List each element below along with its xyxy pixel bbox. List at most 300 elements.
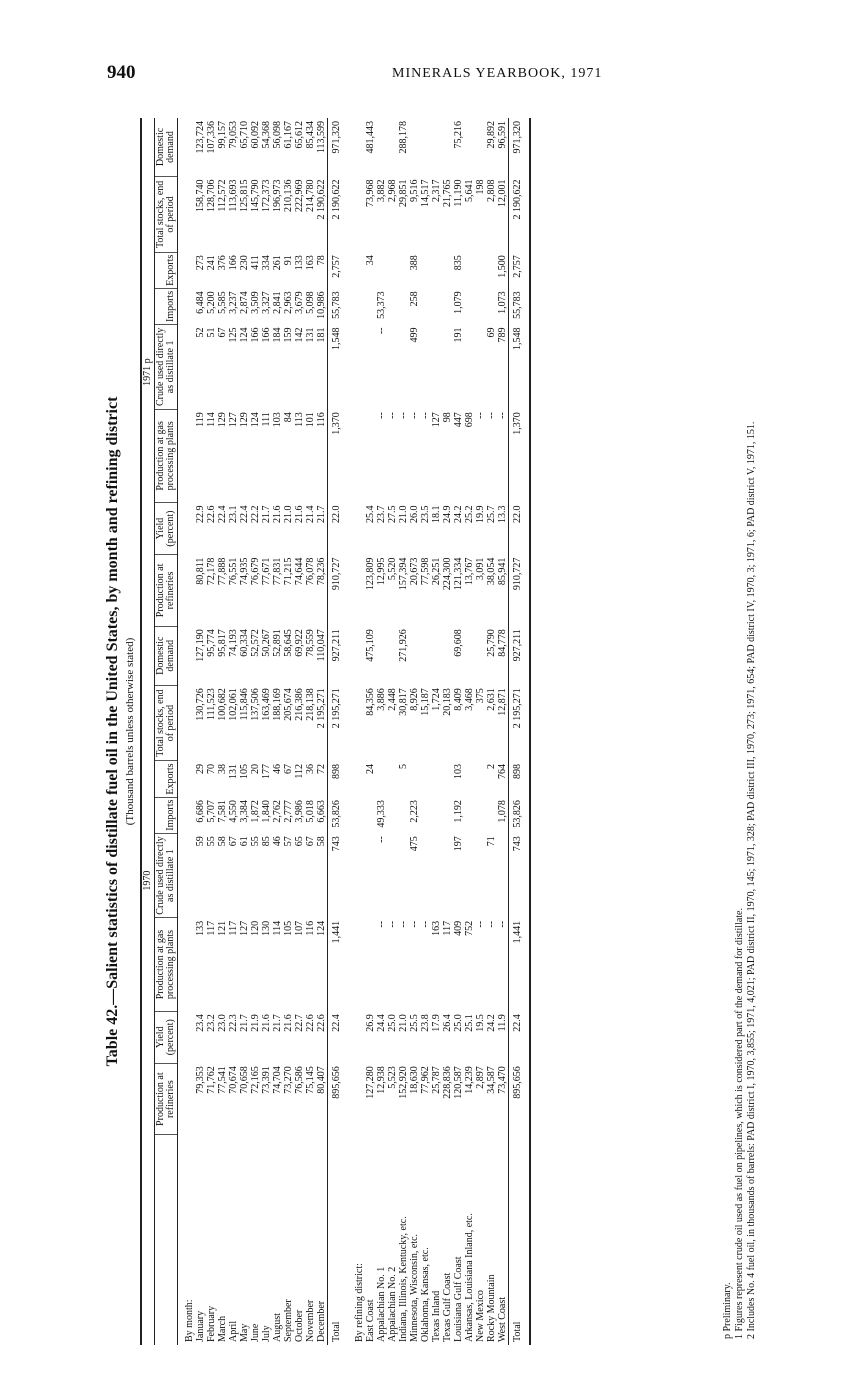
table-cell: [409, 626, 420, 685]
table-cell: 51: [206, 327, 217, 338]
table-cell: 910,727: [328, 555, 349, 627]
table-cell: 76,078: [305, 557, 316, 586]
table-cell: 77,962: [420, 1066, 431, 1094]
table-cell: 4,550: [228, 800, 239, 823]
table-cell: 191: [453, 327, 464, 343]
table-cell: 2,968: [387, 179, 398, 202]
table-cell: 80,811: [195, 557, 206, 585]
table-cell: 67: [217, 327, 228, 338]
table-cell: 73,391: [261, 1066, 272, 1094]
col-header-1970-2: Production at gas processing plants: [155, 918, 178, 1011]
table-cell: [464, 118, 475, 176]
table-cell: [475, 324, 486, 409]
table-cell: 163: [431, 920, 442, 936]
table-cell: --: [486, 412, 497, 419]
row-label-text: Texas Inland: [431, 1290, 442, 1342]
table-cell: 5,641: [464, 179, 475, 202]
table-cell: 157,394: [398, 557, 409, 591]
table-cell: 5: [398, 763, 409, 769]
table-cell: 22.4: [328, 1011, 349, 1063]
table-row: [398, 118, 409, 1345]
table-cell: 14,517: [420, 179, 431, 207]
table-cell: 25.5: [409, 1014, 420, 1032]
footnote-2: 2 Includes No. 4 fuel oil, in thousands of barrels: PAD district I, 1970, 3,855; 1971, 4,021; PAD district II, 1970, 145; 1971, 328; PAD district III, 1970, 273; 1971, 654; PAD district IV, 1970, 3; 1971, 6; PAD district V, 1971, 151.: [746, 421, 757, 1339]
table-cell: 95,774: [206, 629, 217, 657]
table-cell: 288,178: [398, 121, 409, 154]
table-cell: [464, 797, 475, 833]
table-cell: 55: [250, 836, 261, 847]
total-row-district: [509, 118, 531, 1345]
table-cell: 2 190,622: [328, 176, 349, 252]
table-cell: 376: [217, 255, 228, 271]
table-cell: 67: [228, 836, 239, 847]
table-cell: 102,061: [228, 688, 239, 721]
table-cell: 78,236: [316, 557, 327, 586]
table-cell: 1,441: [328, 918, 349, 1011]
table-cell: 24.2: [453, 505, 464, 523]
row-label-text: June: [250, 1323, 261, 1342]
table-cell: 27.5: [387, 505, 398, 523]
table-row: [283, 118, 294, 1345]
table-row: [475, 118, 486, 1345]
table-cell: 835: [453, 255, 464, 271]
table-cell: 133: [294, 255, 305, 271]
table-cell: --: [398, 412, 409, 419]
table-cell: 273: [195, 255, 206, 271]
table-cell: 1,078: [497, 800, 508, 823]
total-row-month: [328, 118, 349, 1345]
row-label: [261, 1135, 272, 1345]
table-row: [365, 118, 376, 1345]
table-cell: 103: [272, 412, 283, 428]
table-cell: 409: [453, 920, 464, 936]
table-cell: 216,386: [294, 688, 305, 721]
row-label-text: September: [283, 1299, 294, 1342]
table-cell: 18.1: [431, 505, 442, 523]
table-row: [305, 118, 316, 1345]
table-cell: 3,384: [239, 800, 250, 823]
table-cell: 85: [261, 836, 272, 847]
year-1971-header: 1971 p: [141, 118, 155, 626]
table-cell: 25.4: [365, 505, 376, 523]
table-cell: [464, 288, 475, 324]
table-cell: 5,707: [206, 800, 217, 823]
table-cell: 145,790: [250, 179, 261, 212]
table-cell: 72,165: [250, 1066, 261, 1094]
row-label-text: December: [316, 1300, 327, 1342]
table-cell: 25.1: [464, 1014, 475, 1032]
table-row: [316, 118, 328, 1345]
table-cell: 1,441: [509, 918, 531, 1011]
table-cell: 222,969: [294, 179, 305, 212]
table-row: [453, 118, 464, 1345]
table-cell: 6,686: [195, 800, 206, 823]
table-cell: 120,587: [453, 1066, 464, 1099]
row-label: [195, 1135, 206, 1345]
table-cell: [442, 797, 453, 833]
table-cell: 12,001: [497, 179, 508, 207]
row-label-text: July: [261, 1325, 272, 1342]
table-cell: 127,280: [365, 1066, 376, 1099]
table-cell: [464, 833, 475, 918]
table-cell: 29: [195, 763, 206, 774]
table-cell: 114: [272, 920, 283, 936]
table-cell: 127: [431, 412, 442, 428]
table-row: [464, 118, 475, 1345]
table-cell: 111,523: [206, 688, 217, 720]
table-cell: 22.6: [305, 1014, 316, 1032]
table-cell: 123,809: [365, 557, 376, 591]
table-cell: [431, 761, 442, 797]
table-cell: [475, 626, 486, 685]
table-cell: [376, 626, 387, 685]
table-title: Table 42.—Salient statistics of distillate fuel oil in the United States, by month and refining district: [104, 396, 121, 1067]
table-cell: 3,986: [294, 800, 305, 823]
table-cell: 21.0: [283, 505, 294, 523]
table-cell: 334: [261, 255, 272, 271]
table-cell: 1,079: [453, 291, 464, 314]
table-cell: 58,645: [283, 629, 294, 657]
table-row: [195, 118, 206, 1345]
table-cell: 22.4: [509, 1011, 531, 1063]
table-cell: [442, 118, 453, 176]
table-cell: 2 195,271: [328, 685, 349, 761]
col-header-1970-4: Imports: [155, 797, 178, 833]
table-cell: [398, 288, 409, 324]
table-cell: [376, 252, 387, 288]
column-header-row: [155, 118, 178, 1345]
table-cell: 1,548: [509, 324, 531, 409]
row-label-text: April: [228, 1320, 239, 1342]
row-label-text: October: [294, 1309, 305, 1342]
table-cell: 22.4: [239, 505, 250, 523]
row-label: [316, 1135, 328, 1345]
table-cell: [420, 324, 431, 409]
table-cell: 107,336: [206, 121, 217, 154]
table-cell: 29,892: [486, 121, 497, 149]
table-cell: 22.9: [195, 505, 206, 523]
table-cell: [475, 761, 486, 797]
table-cell: 3,237: [228, 291, 239, 314]
footnotes: [722, 129, 758, 1339]
col-header-1971-3: Crude used directly as distillate 1: [155, 324, 178, 409]
table-cell: 78,559: [305, 629, 316, 657]
table-cell: 73,270: [283, 1066, 294, 1094]
table-cell: 107: [294, 920, 305, 936]
table-cell: [365, 324, 376, 409]
table-cell: 21.7: [239, 1014, 250, 1032]
table-cell: 163: [305, 255, 316, 271]
table-cell: 131: [305, 327, 316, 343]
table-cell: [365, 797, 376, 833]
table-body: [178, 118, 531, 1345]
table-cell: 77,671: [261, 557, 272, 586]
table-cell: 124: [239, 327, 250, 343]
row-label: [475, 1135, 486, 1345]
table-cell: 2 195,271: [509, 685, 531, 761]
table-cell: 55: [206, 836, 217, 847]
table-cell: 69: [486, 327, 497, 338]
table-cell: [486, 797, 497, 833]
table-cell: 91: [283, 255, 294, 266]
table-cell: 13.3: [497, 505, 508, 523]
row-label: [294, 1135, 305, 1345]
table-cell: --: [409, 920, 420, 928]
table-cell: [497, 833, 509, 918]
table-cell: 26,251: [431, 557, 442, 586]
table-cell: 25.7: [486, 505, 497, 523]
table-cell: 210,136: [283, 179, 294, 212]
table-cell: 6,663: [316, 800, 327, 823]
table-cell: 114: [206, 412, 217, 427]
table-cell: [431, 252, 442, 288]
section-by-month-label: By month:: [184, 1299, 195, 1342]
table-cell: 2,757: [509, 252, 531, 288]
table-cell: 112,572: [217, 179, 228, 212]
row-label: [376, 1135, 387, 1345]
table-cell: 127,190: [195, 629, 206, 662]
table-cell: 2,762: [272, 800, 283, 823]
table-cell: 2,777: [283, 800, 294, 823]
table-cell: 57: [283, 836, 294, 847]
table-cell: 110,047: [316, 629, 327, 662]
table-cell: 116: [305, 920, 316, 936]
table-cell: 22.6: [206, 505, 217, 523]
col-header-1971-4: Imports: [155, 288, 178, 324]
table-cell: 26.9: [365, 1014, 376, 1032]
table-cell: --: [387, 412, 398, 419]
row-label: [239, 1135, 250, 1345]
table-cell: 130: [261, 920, 272, 936]
table-cell: 11.9: [497, 1014, 508, 1032]
table-cell: 121,334: [453, 557, 464, 591]
table-cell: 77,888: [217, 557, 228, 586]
table-cell: 137,506: [250, 688, 261, 721]
row-label-text: August: [272, 1313, 283, 1342]
table-cell: 166: [228, 255, 239, 271]
table-cell: 5,585: [217, 291, 228, 314]
table-cell: 120: [250, 920, 261, 936]
table-cell: 21.7: [316, 505, 327, 523]
table-cell: 19.9: [475, 505, 486, 523]
table-cell: [365, 833, 376, 918]
table-cell: 3,327: [261, 291, 272, 314]
table-cell: [420, 797, 431, 833]
table-cell: 8,926: [409, 688, 420, 711]
row-label-text: May: [239, 1323, 250, 1342]
row-label-text: Total: [331, 1321, 342, 1342]
table-cell: 56,098: [272, 121, 283, 149]
table-cell: [475, 252, 486, 288]
table-cell: 1,548: [328, 324, 349, 409]
table-row: [261, 118, 272, 1345]
table-cell: 96,591: [497, 121, 508, 149]
table-cell: 20,673: [409, 557, 420, 586]
row-label: [486, 1135, 497, 1345]
table-cell: 58: [316, 836, 327, 847]
table-cell: 30,817: [398, 688, 409, 716]
table-row: [217, 118, 228, 1345]
row-label-text: Oklahoma, Kansas, etc.: [420, 1247, 431, 1342]
table-cell: 121: [217, 920, 228, 936]
table-cell: [398, 324, 409, 409]
table-cell: 188,169: [272, 688, 283, 721]
table-cell: 71,215: [283, 557, 294, 586]
row-label-text: Appalachian No. 2: [387, 1266, 398, 1342]
table-cell: 910,727: [509, 555, 531, 627]
row-label: [497, 1135, 509, 1345]
table-cell: [431, 833, 442, 918]
table-cell: 411: [250, 255, 261, 270]
table-row: [409, 118, 420, 1345]
table-cell: 85,434: [305, 121, 316, 149]
table-cell: 1,724: [431, 688, 442, 711]
table-cell: 3,509: [250, 291, 261, 314]
table-cell: 131: [228, 763, 239, 779]
row-label-text: East Coast: [365, 1299, 376, 1342]
table-cell: [420, 833, 431, 918]
table-cell: 214,780: [305, 179, 316, 212]
table-cell: 3,468: [464, 688, 475, 711]
row-label-text: Appalachian No. 1: [376, 1266, 387, 1342]
table-cell: --: [486, 920, 497, 928]
table-cell: 22.6: [316, 1014, 327, 1032]
table-row: [239, 118, 250, 1345]
table-cell: 205,674: [283, 688, 294, 721]
table-cell: 72,178: [206, 557, 217, 586]
table-cell: 1,073: [497, 291, 508, 314]
table-cell: 10,986: [316, 291, 327, 319]
row-label: [509, 1135, 531, 1345]
table-cell: 1,192: [453, 800, 464, 823]
table-cell: 21.6: [261, 1014, 272, 1032]
table-cell: 127: [239, 920, 250, 936]
table-cell: 20: [250, 763, 261, 774]
table-cell: 21.6: [272, 505, 283, 523]
table-cell: [365, 409, 376, 502]
table-cell: 2,317: [431, 179, 442, 202]
table-cell: 2,897: [475, 1066, 486, 1089]
table-cell: 85,941: [497, 557, 508, 586]
table-cell: 698: [464, 412, 475, 428]
table-cell: 172,373: [261, 179, 272, 212]
section-by-district: [348, 118, 365, 1345]
col-header-1971-7: Domestic demand: [155, 118, 178, 176]
table-cell: 481,443: [365, 121, 376, 154]
table-cell: 18,630: [409, 1066, 420, 1094]
table-cell: 76,551: [228, 557, 239, 586]
table-cell: [365, 918, 376, 1011]
table-cell: 69,608: [453, 629, 464, 657]
table-cell: 241: [206, 255, 217, 271]
col-header-1971-0: Production at refineries: [155, 555, 178, 627]
table-cell: 22.0: [328, 502, 349, 554]
table-cell: 99,157: [217, 121, 228, 149]
table-cell: 388: [409, 255, 420, 271]
table-cell: 230: [239, 255, 250, 271]
table-cell: 38: [217, 763, 228, 774]
table-cell: 375: [475, 688, 486, 704]
table-cell: [387, 252, 398, 288]
table-cell: [387, 118, 398, 176]
table-cell: 898: [328, 761, 349, 797]
table-cell: 21.7: [272, 1014, 283, 1032]
table-cell: 124: [250, 412, 261, 428]
table-cell: 105: [283, 920, 294, 936]
table-cell: 24.2: [486, 1014, 497, 1032]
table-cell: [387, 761, 398, 797]
table-cell: 65: [294, 836, 305, 847]
table-cell: [442, 324, 453, 409]
col-header-1971-1: Yield (percent): [155, 502, 178, 554]
table-cell: 26.4: [442, 1014, 453, 1032]
table-cell: 19.5: [475, 1014, 486, 1032]
table-cell: [387, 797, 398, 833]
table-cell: 22.0: [509, 502, 531, 554]
table-cell: --: [497, 412, 508, 419]
table-cell: 84,356: [365, 688, 376, 716]
table-row: [228, 118, 239, 1345]
table-cell: 60,334: [239, 629, 250, 657]
table-cell: 5,200: [206, 291, 217, 314]
table-cell: 23.5: [420, 505, 431, 523]
table-cell: 21.6: [283, 1014, 294, 1032]
table-cell: --: [420, 412, 431, 419]
table-cell: [365, 288, 376, 324]
table-cell: 197: [453, 836, 464, 852]
table-cell: [431, 118, 442, 176]
table-cell: 53,373: [376, 291, 387, 319]
table-cell: 2: [486, 763, 497, 769]
table-row: [431, 118, 442, 1345]
section-by-district-label: By refining district:: [354, 1263, 365, 1342]
table-cell: 5,523: [387, 1066, 398, 1089]
table-cell: 971,320: [328, 118, 349, 176]
row-label: [398, 1135, 409, 1345]
table-cell: 895,656: [328, 1063, 349, 1135]
table-cell: 123,724: [195, 121, 206, 154]
table-cell: 20,183: [442, 688, 453, 716]
running-title: MINERALS YEARBOOK, 1971: [392, 66, 603, 81]
table-cell: --: [475, 412, 486, 419]
table-cell: 84: [283, 412, 294, 423]
table-row: [442, 118, 453, 1345]
row-label-text: West Coast: [497, 1296, 508, 1342]
table-cell: 129: [239, 412, 250, 428]
table-cell: 21.9: [250, 1014, 261, 1032]
table-cell: 198: [475, 179, 486, 195]
table-cell: 475,109: [365, 629, 376, 662]
table-cell: 46: [272, 836, 283, 847]
table-cell: 2,841: [272, 291, 283, 314]
table-cell: 21.0: [398, 1014, 409, 1032]
table-cell: --: [398, 920, 409, 928]
table-cell: [387, 324, 398, 409]
table-cell: 184: [272, 327, 283, 343]
table-cell: 113,693: [228, 179, 239, 212]
row-label: [442, 1135, 453, 1345]
table-cell: [420, 118, 431, 176]
table-cell: [442, 252, 453, 288]
table-cell: 101: [305, 412, 316, 428]
table-cell: 70,674: [228, 1066, 239, 1094]
table-cell: 752: [464, 920, 475, 936]
table-cell: 22.2: [250, 505, 261, 523]
table-cell: 119: [195, 412, 206, 427]
table-cell: 21.6: [294, 505, 305, 523]
table-cell: 927,211: [509, 626, 531, 685]
table-cell: 75,216: [453, 121, 464, 149]
